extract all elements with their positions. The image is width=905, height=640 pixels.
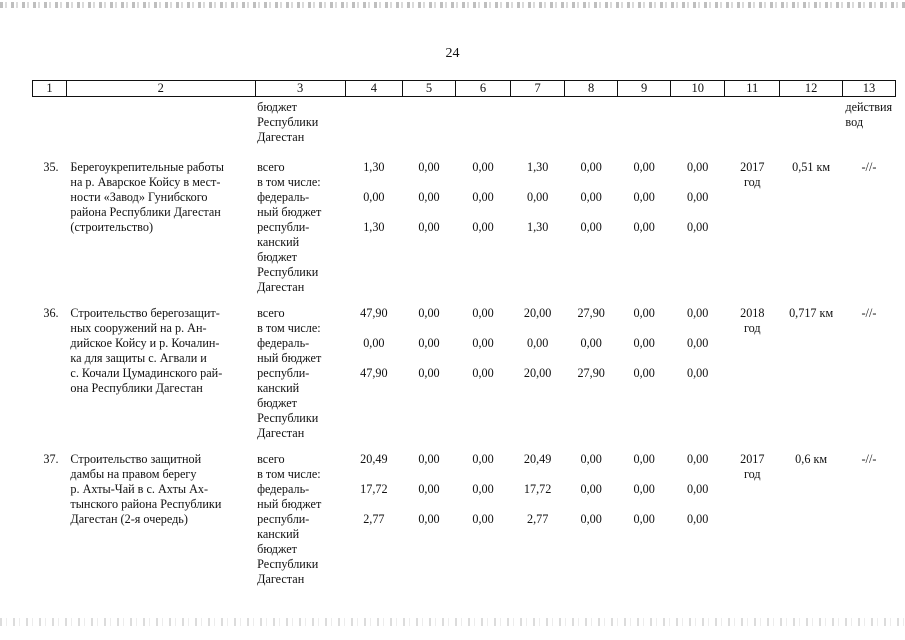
spacer xyxy=(621,467,668,482)
spacer xyxy=(568,175,615,190)
text-line: Строительство защитной xyxy=(70,452,202,466)
text-line: год xyxy=(743,175,761,189)
text-line: 0,00 xyxy=(580,220,602,234)
text-line: вод xyxy=(845,115,864,129)
object-name xyxy=(66,443,255,589)
text-line: 20,00 xyxy=(523,306,552,320)
spacer xyxy=(568,205,615,220)
text-line: 0,00 xyxy=(472,366,494,380)
col-header: 8 xyxy=(565,81,618,97)
text-line: канский xyxy=(257,381,300,395)
text-line: дамбы на правом берегу xyxy=(70,467,197,481)
text-line: тынского района Республики xyxy=(70,497,222,511)
text-line: (строительство) xyxy=(70,220,154,234)
text-line: 0,00 xyxy=(687,366,709,380)
text-line: 1,30 xyxy=(363,160,385,174)
text-line: 0,00 xyxy=(633,190,655,204)
amount-cell xyxy=(565,297,618,443)
text-line: на р. Аварское Койсу в мест- xyxy=(70,175,221,189)
spacer xyxy=(514,497,562,512)
text-line: 20,49 xyxy=(360,452,388,466)
text-line: Дагестан xyxy=(257,130,305,144)
spacer xyxy=(405,351,452,366)
text-line: 35. xyxy=(43,160,59,174)
cell xyxy=(345,97,402,152)
spacer xyxy=(348,175,399,190)
cell xyxy=(671,97,725,152)
cell xyxy=(33,97,67,152)
text-line: 1,30 xyxy=(526,160,549,174)
cell xyxy=(511,97,565,152)
text-line: 17,72 xyxy=(523,482,552,496)
text-line: республи- xyxy=(257,220,310,234)
text-line: 47,90 xyxy=(360,366,388,380)
amount-cell xyxy=(455,297,510,443)
text-line: 0,00 xyxy=(633,160,655,174)
spacer xyxy=(621,205,668,220)
text-line: 0,00 xyxy=(472,512,494,526)
text-line: год xyxy=(743,467,761,481)
amount-cell xyxy=(618,443,671,589)
amount-cell xyxy=(402,151,455,297)
funding-source-cell xyxy=(255,297,345,443)
text-line: бюджет xyxy=(257,250,298,264)
note-cell xyxy=(842,97,895,152)
note-cell xyxy=(842,151,895,297)
text-line: -//- xyxy=(861,306,877,320)
text-line: 0,00 xyxy=(418,220,440,234)
spacer xyxy=(674,497,722,512)
text-line: Дагестан xyxy=(257,280,305,294)
text-line: 17,72 xyxy=(360,482,388,496)
spacer xyxy=(458,175,507,190)
year-cell xyxy=(725,443,780,589)
text-line: 0,00 xyxy=(687,160,709,174)
text-line: 0,00 xyxy=(472,452,494,466)
spacer xyxy=(405,321,452,336)
spacer xyxy=(348,467,399,482)
text-line: 0,00 xyxy=(472,190,494,204)
text-line: всего xyxy=(257,160,285,174)
spacer xyxy=(348,321,399,336)
col-header: 10 xyxy=(671,81,725,97)
text-line: 37. xyxy=(43,452,59,466)
text-line: всего xyxy=(257,306,285,320)
text-line: Дагестан xyxy=(257,572,305,586)
amount-cell xyxy=(511,443,565,589)
text-line: 20,49 xyxy=(523,452,552,466)
spacer xyxy=(405,175,452,190)
text-line: 0,00 xyxy=(633,220,655,234)
text-line: 0,00 xyxy=(363,190,385,204)
text-line: ный бюджет xyxy=(257,205,322,219)
text-line: 1,30 xyxy=(363,220,385,234)
text-line: в том числе: xyxy=(257,467,321,481)
spacer xyxy=(514,175,562,190)
text-line: 0,51 км xyxy=(792,160,831,174)
funding-source-cell xyxy=(255,151,345,297)
text-line: дийское Койсу и р. Кочалин- xyxy=(70,336,220,350)
cell xyxy=(565,97,618,152)
spacer xyxy=(674,321,722,336)
text-line: 0,00 xyxy=(363,336,385,350)
text-line: 0,00 xyxy=(418,336,440,350)
amount-cell xyxy=(402,297,455,443)
spacer xyxy=(514,205,562,220)
table-row xyxy=(33,297,896,443)
funding-source-cell xyxy=(255,443,345,589)
text-line: ных сооружений на р. Ан- xyxy=(70,321,207,335)
col-header: 6 xyxy=(455,81,510,97)
text-line: бюджет xyxy=(257,542,298,556)
text-line: 20,00 xyxy=(523,366,552,380)
amount-cell xyxy=(565,151,618,297)
text-line: действия xyxy=(845,100,893,114)
spacer xyxy=(514,321,562,336)
text-line: 36. xyxy=(43,306,59,320)
text-line: 0,00 xyxy=(633,512,655,526)
text-line: 0,00 xyxy=(472,306,494,320)
row-number xyxy=(33,443,67,589)
text-line: 0,00 xyxy=(633,482,655,496)
amount-cell xyxy=(511,151,565,297)
text-line: 0,6 км xyxy=(795,452,828,466)
spacer xyxy=(405,467,452,482)
col-header: 1 xyxy=(33,81,67,97)
text-line: р. Ахты-Чай в с. Ахты Ах- xyxy=(70,482,209,496)
spacer xyxy=(674,205,722,220)
text-line: 0,00 xyxy=(472,220,494,234)
amount-cell xyxy=(618,297,671,443)
spacer xyxy=(348,497,399,512)
text-line: 0,00 xyxy=(633,452,655,466)
text-line: 0,00 xyxy=(687,452,709,466)
text-line: 0,00 xyxy=(418,306,440,320)
amount-cell xyxy=(345,443,402,589)
text-line: 0,00 xyxy=(580,482,602,496)
text-line: Республики xyxy=(257,115,319,129)
text-line: ный бюджет xyxy=(257,497,322,511)
text-line: Республики xyxy=(257,411,319,425)
cell xyxy=(618,97,671,152)
text-line: 2017 xyxy=(740,160,765,174)
cell xyxy=(780,97,843,152)
col-header: 9 xyxy=(618,81,671,97)
text-line: 0,00 xyxy=(580,160,602,174)
text-line: 0,00 xyxy=(418,452,440,466)
text-line: Строительство берегозащит- xyxy=(70,306,220,320)
text-line: 2,77 xyxy=(526,512,549,526)
text-line: 0,00 xyxy=(418,366,440,380)
spacer xyxy=(458,321,507,336)
text-line: 0,00 xyxy=(526,190,549,204)
amount-cell xyxy=(671,151,725,297)
capacity-cell xyxy=(780,443,843,589)
text-line: 0,00 xyxy=(687,482,709,496)
text-line: 0,717 км xyxy=(789,306,834,320)
text-line: республи- xyxy=(257,512,310,526)
text-line: 1,30 xyxy=(526,220,549,234)
capacity-cell xyxy=(780,297,843,443)
text-line: 0,00 xyxy=(526,336,549,350)
table-row xyxy=(33,151,896,297)
amount-cell xyxy=(671,443,725,589)
text-line: -//- xyxy=(861,160,877,174)
text-line: 0,00 xyxy=(633,366,655,380)
text-line: Берегоукрепительные работы xyxy=(70,160,224,174)
spacer xyxy=(621,351,668,366)
text-line: в том числе: xyxy=(257,175,321,189)
object-name xyxy=(66,151,255,297)
text-line: 0,00 xyxy=(418,512,440,526)
col-header: 2 xyxy=(66,81,255,97)
spacer xyxy=(458,205,507,220)
spacer xyxy=(405,205,452,220)
col-header: 11 xyxy=(725,81,780,97)
text-line: 0,00 xyxy=(580,190,602,204)
scan-noise-top xyxy=(0,2,905,8)
text-line: 0,00 xyxy=(580,336,602,350)
text-line: 0,00 xyxy=(580,512,602,526)
object-name xyxy=(66,297,255,443)
cell xyxy=(725,97,780,152)
spacer xyxy=(621,175,668,190)
spacer xyxy=(458,497,507,512)
col-header: 3 xyxy=(255,81,345,97)
text-line: федераль- xyxy=(257,482,310,496)
spacer xyxy=(458,467,507,482)
year-cell xyxy=(725,151,780,297)
amount-cell xyxy=(345,297,402,443)
text-line: 0,00 xyxy=(687,336,709,350)
text-line: бюджет xyxy=(257,100,298,114)
scan-noise-bottom xyxy=(0,618,905,626)
text-line: всего xyxy=(257,452,285,466)
text-line: год xyxy=(743,321,761,335)
text-line: ности «Завод» Гунибского xyxy=(70,190,208,204)
spacer xyxy=(458,351,507,366)
spacer xyxy=(405,497,452,512)
page-number: 24 xyxy=(445,46,460,61)
text-line: республи- xyxy=(257,366,310,380)
text-line: 47,90 xyxy=(360,306,388,320)
col-header: 4 xyxy=(345,81,402,97)
program-table xyxy=(32,80,896,589)
text-line: она Республики Дагестан xyxy=(70,381,203,395)
col-header: 5 xyxy=(402,81,455,97)
spacer xyxy=(568,321,615,336)
cell xyxy=(402,97,455,152)
text-line: 0,00 xyxy=(418,482,440,496)
text-line: -//- xyxy=(861,452,877,466)
text-line: 0,00 xyxy=(418,160,440,174)
text-line: федераль- xyxy=(257,190,310,204)
spacer xyxy=(514,467,562,482)
text-line: 0,00 xyxy=(472,160,494,174)
text-line: 0,00 xyxy=(472,482,494,496)
spacer xyxy=(514,351,562,366)
amount-cell xyxy=(345,151,402,297)
spacer xyxy=(348,205,399,220)
col-header: 7 xyxy=(511,81,565,97)
text-line: канский xyxy=(257,527,300,541)
spacer xyxy=(621,497,668,512)
note-cell xyxy=(842,443,895,589)
text-line: 0,00 xyxy=(687,306,709,320)
text-line: с. Кочали Цумадинского рай- xyxy=(70,366,223,380)
text-line: 27,90 xyxy=(577,366,605,380)
amount-cell xyxy=(618,151,671,297)
text-line: бюджет xyxy=(257,396,298,410)
text-line: Дагестан xyxy=(257,426,305,440)
text-line: 0,00 xyxy=(687,220,709,234)
text-line: 0,00 xyxy=(580,452,602,466)
amount-cell xyxy=(565,443,618,589)
spacer xyxy=(568,467,615,482)
col-header: 12 xyxy=(780,81,843,97)
table-row xyxy=(33,443,896,589)
spacer xyxy=(674,351,722,366)
text-line: 0,00 xyxy=(472,336,494,350)
row-number xyxy=(33,151,67,297)
spacer xyxy=(674,175,722,190)
amount-cell xyxy=(511,297,565,443)
col-header: 13 xyxy=(842,81,895,97)
text-line: ка для защиты с. Агвали и xyxy=(70,351,207,365)
cell xyxy=(455,97,510,152)
row-number xyxy=(33,297,67,443)
text-line: 0,00 xyxy=(687,512,709,526)
text-line: ный бюджет xyxy=(257,351,322,365)
note-cell xyxy=(842,297,895,443)
spacer xyxy=(621,321,668,336)
spacer xyxy=(348,351,399,366)
text-line: в том числе: xyxy=(257,321,321,335)
text-line: Дагестан (2-я очередь) xyxy=(70,512,188,526)
text-line: федераль- xyxy=(257,336,310,350)
text-line: 27,90 xyxy=(577,306,605,320)
text-line: 0,00 xyxy=(633,336,655,350)
capacity-cell xyxy=(780,151,843,297)
text-line: 2018 xyxy=(740,306,765,320)
amount-cell xyxy=(455,151,510,297)
year-cell xyxy=(725,297,780,443)
text-line: района Республики Дагестан xyxy=(70,205,221,219)
cell xyxy=(66,97,255,152)
text-line: 0,00 xyxy=(687,190,709,204)
spacer xyxy=(568,351,615,366)
text-line: 2017 xyxy=(740,452,765,466)
text-line: канский xyxy=(257,235,300,249)
text-line: Республики xyxy=(257,265,319,279)
funding-source-cell xyxy=(255,97,345,152)
column-number-header xyxy=(33,81,896,97)
continuation-row xyxy=(33,97,896,152)
text-line: Республики xyxy=(257,557,319,571)
spacer xyxy=(568,497,615,512)
text-line: 0,00 xyxy=(418,190,440,204)
spacer xyxy=(674,467,722,482)
text-line: 0,00 xyxy=(633,306,655,320)
amount-cell xyxy=(455,443,510,589)
amount-cell xyxy=(671,297,725,443)
amount-cell xyxy=(402,443,455,589)
text-line: 2,77 xyxy=(363,512,385,526)
